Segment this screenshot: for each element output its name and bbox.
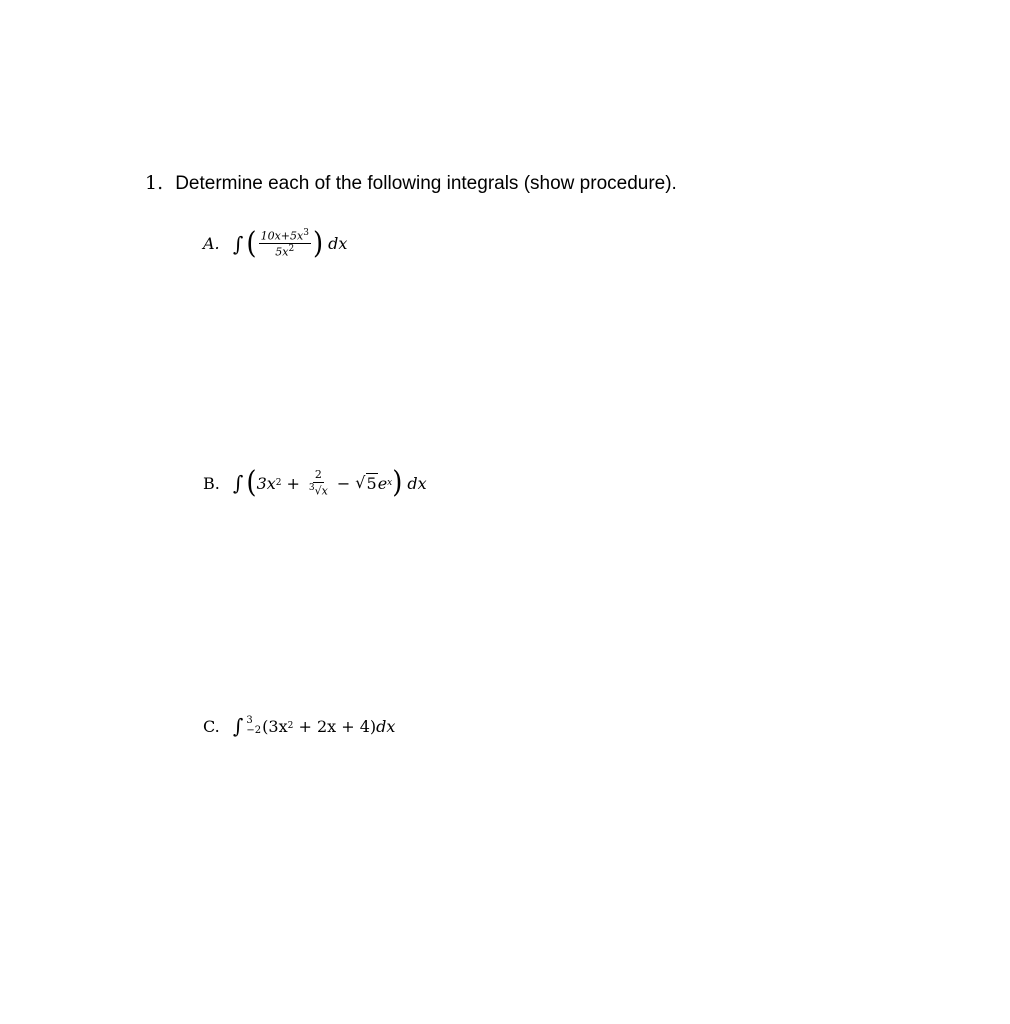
integral-sign: ∫ (233, 471, 244, 496)
item-b-e: e (377, 473, 388, 493)
left-paren: ( (246, 466, 257, 501)
item-a-label: A. (203, 234, 220, 254)
item-b-term1: 3x (256, 473, 276, 493)
left-paren: ( (246, 226, 257, 262)
right-paren: ) (392, 466, 403, 501)
item-b-dx: dx (407, 473, 427, 493)
item-b (203, 466, 427, 501)
item-c-rest: + 2x + 4) (293, 716, 377, 736)
question-prompt: Determine each of the following integrals (show procedure). (175, 173, 677, 194)
right-paren: ) (312, 226, 324, 262)
item-b-e-exponent: x (387, 478, 393, 489)
integral-sign: ∫ (233, 714, 244, 738)
item-c-exponent: 2 (287, 721, 294, 731)
item-b-sqrt: √ 5 (355, 473, 377, 494)
item-c-dx: dx (376, 716, 396, 736)
item-c-expression (233, 714, 395, 738)
integral-sign: ∫ (233, 231, 244, 256)
question-number: 1. (145, 172, 164, 194)
item-c-label: C. (203, 716, 220, 736)
item-a-denominator: $5x^2$ (275, 244, 295, 259)
upper-limit: 3 (246, 715, 253, 726)
item-b-label: B. (203, 473, 220, 493)
item-b-frac-denominator: $^3$√x (308, 482, 328, 498)
item-a-dx: dx (328, 234, 348, 254)
item-c-open: (3x (262, 716, 288, 736)
item-b-expression (233, 466, 427, 501)
item-b-frac-numerator: 2 (314, 468, 322, 481)
item-a-fraction (259, 228, 311, 260)
minus-sign: − (336, 473, 351, 493)
item-b-term1-exponent: 2 (275, 478, 282, 489)
question-1 (145, 172, 677, 195)
item-b-fraction (307, 469, 330, 498)
item-a (203, 228, 347, 260)
item-c-limits (246, 716, 261, 736)
item-c (203, 714, 395, 738)
plus-sign: + (286, 473, 300, 493)
lower-limit: −2 (246, 725, 262, 736)
item-a-numerator: $10x+5x^3$ (260, 228, 309, 243)
item-a-expression (233, 228, 347, 260)
